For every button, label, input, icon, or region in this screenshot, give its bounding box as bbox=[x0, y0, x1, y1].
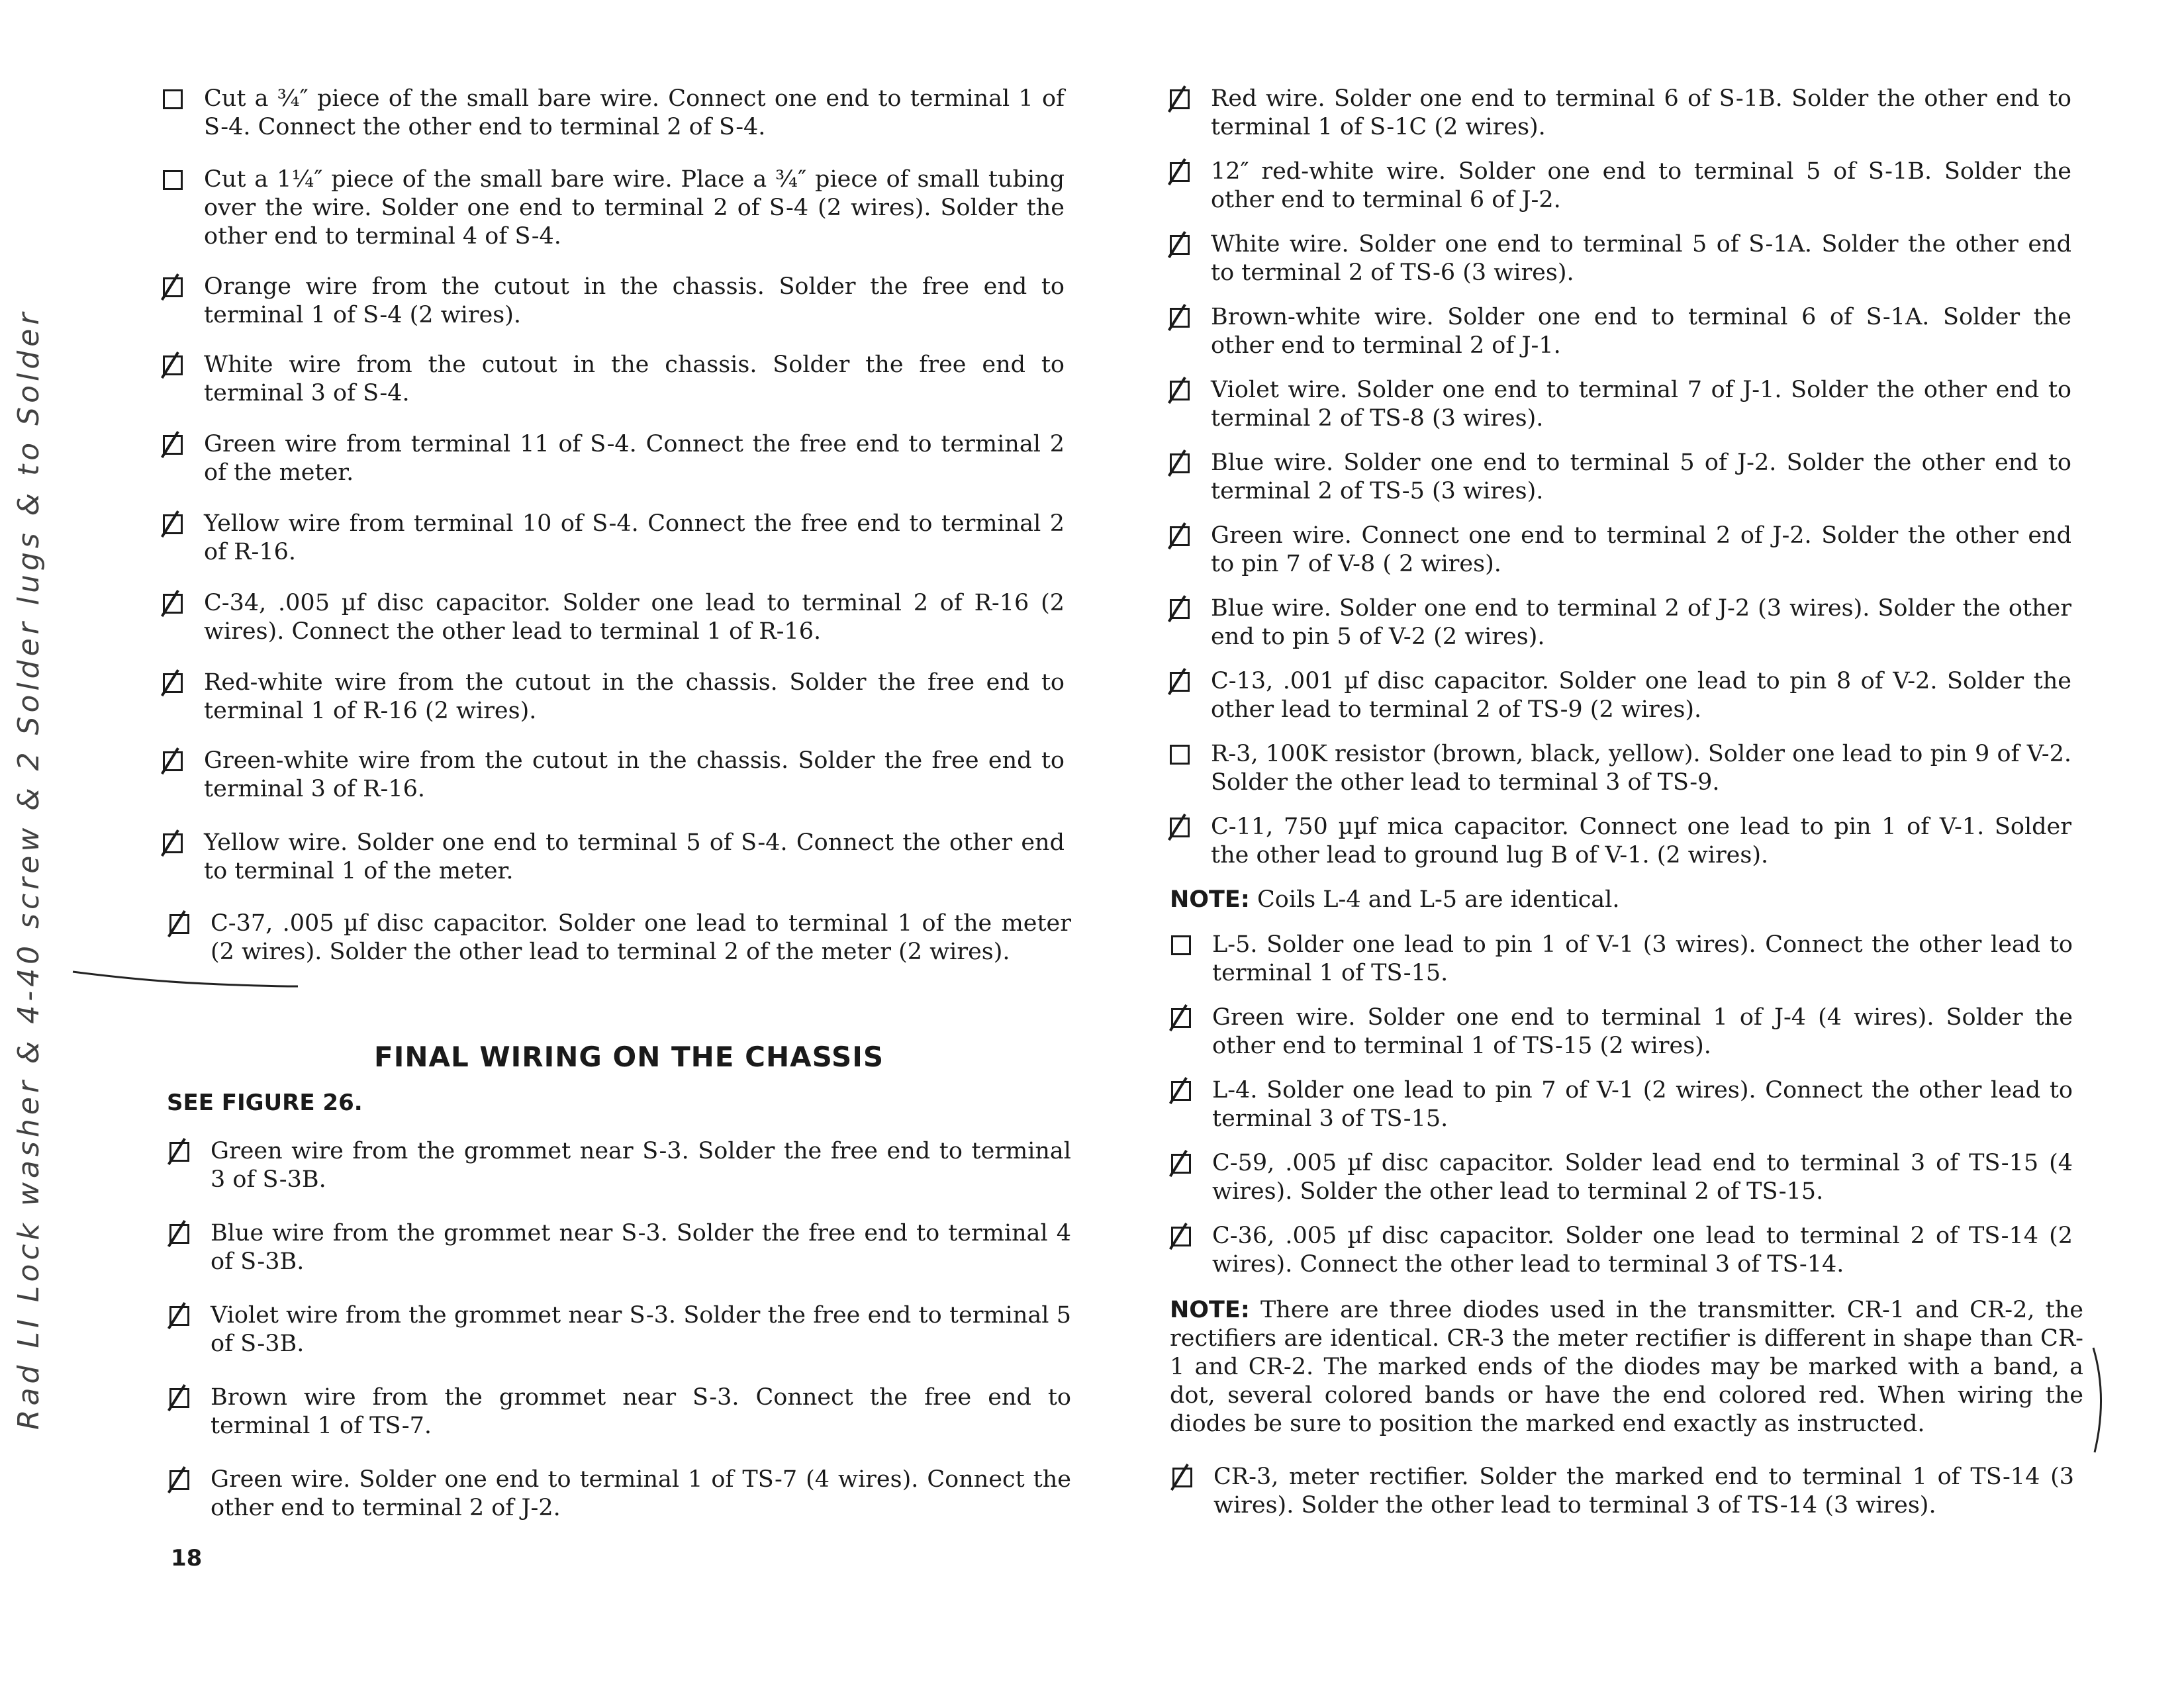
note-text: Coils L-4 and L-5 are identical. bbox=[1257, 886, 1620, 913]
step-text: Yellow wire from terminal 10 of S-4. Connect the free end to terminal 2 of R-16. bbox=[204, 510, 1065, 565]
list-item bbox=[211, 1137, 1071, 1194]
list-item bbox=[1212, 1004, 2073, 1060]
step-text: Violet wire from the grommet near S-3. Solder the free end to terminal 5 of S-3B. bbox=[211, 1302, 1071, 1357]
step-checkbox[interactable] bbox=[1171, 935, 1191, 955]
list-item bbox=[204, 589, 1065, 646]
note-label: NOTE: bbox=[1170, 1297, 1250, 1323]
list-item bbox=[1211, 594, 2071, 651]
list-item bbox=[1213, 1463, 2074, 1520]
step-checkbox[interactable] bbox=[1170, 526, 1190, 546]
step-checkbox[interactable] bbox=[1171, 1008, 1191, 1028]
step-text: Cut a 1¼″ piece of the small bare wire. Place a ¾″ piece of small tubing over the wire. Solder one end to terminal 2 of S-4 (2 wires). Solder the other end to terminal 4 of S-4. bbox=[204, 166, 1065, 250]
step-checkbox[interactable] bbox=[1170, 235, 1190, 255]
step-text: C-13, .001 µf disc capacitor. Solder one lead to pin 8 of V-2. Solder the other lead to terminal 2 of TS-9 (2 wires). bbox=[1211, 668, 2071, 723]
list-item bbox=[1211, 813, 2071, 870]
pencil-stroke bbox=[66, 965, 305, 992]
step-checkbox[interactable] bbox=[163, 277, 183, 297]
list-item bbox=[1212, 931, 2073, 988]
step-checkbox[interactable] bbox=[163, 435, 183, 455]
step-text: Green wire from terminal 11 of S-4. Connect the free end to terminal 2 of the meter. bbox=[204, 431, 1065, 486]
step-text: Cut a ¾″ piece of the small bare wire. Connect one end to terminal 1 of S-4. Connect the other end to terminal 2 of S-4. bbox=[204, 85, 1065, 140]
section-heading: FINAL WIRING ON THE CHASSIS bbox=[374, 1041, 884, 1073]
step-text: Brown-white wire. Solder one end to terminal 6 of S-1A. Solder the other end to terminal 2 of J-1. bbox=[1211, 304, 2071, 359]
step-checkbox[interactable] bbox=[1171, 1227, 1191, 1246]
step-text: 12″ red-white wire. Solder one end to terminal 5 of S-1B. Solder the other end to terminal 6 of J-2. bbox=[1211, 158, 2071, 213]
note-diodes bbox=[1170, 1296, 2083, 1438]
step-checkbox[interactable] bbox=[1171, 1154, 1191, 1174]
step-text: L-4. Solder one lead to pin 7 of V-1 (2 wires). Connect the other lead to terminal 3 of TS-15. bbox=[1212, 1077, 2073, 1132]
right-page bbox=[1092, 0, 2184, 1688]
list-item bbox=[211, 1219, 1071, 1276]
step-checkbox[interactable] bbox=[163, 833, 183, 853]
step-checkbox[interactable] bbox=[163, 355, 183, 375]
step-checkbox[interactable] bbox=[163, 89, 183, 109]
handwritten-margin-note: Rad LI Lock washer & 4-40 screw & 2 Solder lugs & to Solder bbox=[12, 308, 46, 1430]
step-text: C-11, 750 µµf mica capacitor. Connect one lead to pin 1 of V-1. Solder the other lead to ground lug B of V-1. (2 wires). bbox=[1211, 814, 2071, 868]
list-item bbox=[204, 510, 1065, 567]
step-text: Blue wire. Solder one end to terminal 2 of J-2 (3 wires). Solder the other end to pin 5 of V-2 (2 wires). bbox=[1211, 595, 2071, 650]
list-item bbox=[204, 669, 1065, 726]
step-checkbox[interactable] bbox=[1170, 381, 1190, 400]
step-checkbox[interactable] bbox=[169, 1224, 189, 1244]
step-checkbox[interactable] bbox=[169, 1470, 189, 1490]
list-item bbox=[204, 165, 1065, 251]
step-text: Violet wire. Solder one end to terminal 7 of J-1. Solder the other end to terminal 2 of TS-8 (3 wires). bbox=[1211, 377, 2071, 432]
step-text: White wire. Solder one end to terminal 5 of S-1A. Solder the other end to terminal 2 of TS-6 (3 wires). bbox=[1211, 231, 2071, 286]
step-text: CR-3, meter rectifier. Solder the marked end to terminal 1 of TS-14 (3 wires). Solder the other lead to terminal 3 of TS-14 (3 wires). bbox=[1213, 1464, 2074, 1519]
step-text: Brown wire from the grommet near S-3. Connect the free end to terminal 1 of TS-7. bbox=[211, 1384, 1071, 1439]
page-number: 18 bbox=[171, 1545, 203, 1571]
step-text: White wire from the cutout in the chassis. Solder the free end to terminal 3 of S-4. bbox=[204, 352, 1065, 406]
step-text: C-37, .005 µf disc capacitor. Solder one lead to terminal 1 of the meter (2 wires). Solder the other lead to terminal 2 of the meter (2 wires). bbox=[211, 910, 1071, 965]
step-checkbox[interactable] bbox=[169, 1306, 189, 1326]
step-text: L-5. Solder one lead to pin 1 of V-1 (3 wires). Connect the other lead to terminal 1 of TS-15. bbox=[1212, 931, 2073, 986]
step-text: C-34, .005 µf disc capacitor. Solder one lead to terminal 2 of R-16 (2 wires). Connect the other lead to terminal 1 of R-16. bbox=[204, 590, 1065, 645]
step-checkbox[interactable] bbox=[1170, 453, 1190, 473]
step-checkbox[interactable] bbox=[163, 673, 183, 693]
list-item bbox=[211, 1301, 1071, 1358]
list-item bbox=[204, 747, 1065, 804]
step-text: Blue wire from the grommet near S-3. Solder the free end to terminal 4 of S-3B. bbox=[211, 1220, 1071, 1275]
step-checkbox[interactable] bbox=[1170, 672, 1190, 692]
step-checkbox[interactable] bbox=[1172, 1468, 1192, 1487]
step-checkbox[interactable] bbox=[163, 594, 183, 614]
see-figure-reference: SEE FIGURE 26. bbox=[167, 1090, 363, 1116]
step-checkbox[interactable] bbox=[163, 170, 183, 190]
step-checkbox[interactable] bbox=[1170, 89, 1190, 109]
step-text: Green-white wire from the cutout in the chassis. Solder the free end to terminal 3 of R-16. bbox=[204, 747, 1065, 802]
list-item bbox=[204, 273, 1065, 330]
list-item bbox=[1211, 667, 2071, 724]
list-item bbox=[1211, 303, 2071, 360]
step-text: Green wire. Solder one end to terminal 1 of J-4 (4 wires). Solder the other end to terminal 1 of TS-15 (2 wires). bbox=[1212, 1004, 2073, 1059]
step-text: Red wire. Solder one end to terminal 6 of S-1B. Solder the other end to terminal 1 of S-1C (2 wires). bbox=[1211, 85, 2071, 140]
step-text: Blue wire. Solder one end to terminal 5 of J-2. Solder the other end to terminal 2 of TS-5 (3 wires). bbox=[1211, 449, 2071, 504]
list-item bbox=[204, 351, 1065, 408]
list-item bbox=[1211, 230, 2071, 287]
list-item bbox=[204, 85, 1065, 142]
step-checkbox[interactable] bbox=[163, 751, 183, 771]
list-item bbox=[1212, 1149, 2073, 1206]
list-item bbox=[1211, 740, 2071, 797]
step-checkbox[interactable] bbox=[163, 514, 183, 534]
list-item bbox=[211, 1466, 1071, 1523]
step-text: Yellow wire. Solder one end to terminal 5 of S-4. Connect the other end to terminal 1 of the meter. bbox=[204, 829, 1065, 884]
step-text: Green wire. Connect one end to terminal 2 of J-2. Solder the other end to pin 7 of V-8 ( 2 wires). bbox=[1211, 522, 2071, 577]
list-item bbox=[1211, 158, 2071, 214]
list-item bbox=[1212, 1222, 2073, 1279]
step-text: Green wire from the grommet near S-3. Solder the free end to terminal 3 of S-3B. bbox=[211, 1138, 1071, 1193]
step-checkbox[interactable] bbox=[1171, 1081, 1191, 1101]
step-text: C-36, .005 µf disc capacitor. Solder one lead to terminal 2 of TS-14 (2 wires). Connect the other lead to terminal 3 of TS-14. bbox=[1212, 1223, 2073, 1278]
step-text: R-3, 100K resistor (brown, black, yellow). Solder one lead to pin 9 of V-2. Solder the other lead to terminal 3 of TS-9. bbox=[1211, 741, 2071, 796]
step-text: Red-white wire from the cutout in the chassis. Solder the free end to terminal 1 of R-16 (2 wires). bbox=[204, 669, 1065, 724]
list-item bbox=[211, 910, 1071, 966]
step-checkbox[interactable] bbox=[169, 914, 189, 934]
list-item bbox=[204, 829, 1065, 886]
note-label: NOTE: bbox=[1170, 886, 1250, 913]
step-checkbox[interactable] bbox=[1170, 308, 1190, 328]
pencil-bracket bbox=[2088, 1344, 2114, 1456]
step-checkbox[interactable] bbox=[169, 1388, 189, 1408]
step-text: C-59, .005 µf disc capacitor. Solder lead end to terminal 3 of TS-15 (4 wires). Solder the other lead to terminal 2 of TS-15. bbox=[1212, 1150, 2073, 1205]
step-checkbox[interactable] bbox=[1170, 818, 1190, 837]
step-text: Green wire. Solder one end to terminal 1 of TS-7 (4 wires). Connect the other end to terminal 2 of J-2. bbox=[211, 1466, 1071, 1521]
list-item bbox=[1212, 1076, 2073, 1133]
list-item bbox=[1211, 85, 2071, 142]
step-text: Orange wire from the cutout in the chassis. Solder the free end to terminal 1 of S-4 (2 wires). bbox=[204, 273, 1065, 328]
note-coils bbox=[1170, 886, 2083, 914]
step-checkbox[interactable] bbox=[169, 1142, 189, 1162]
step-checkbox[interactable] bbox=[1170, 599, 1190, 619]
note-text: There are three diodes used in the transmitter. CR-1 and CR-2, the rectifiers are identical. CR-3 the meter rectifier is different in shape than CR-1 and CR-2. The marked ends of the diodes may be marked with a band, a dot, several colored bands or have the end colored red. When wiring the diodes be sure to position the marked end exactly as instructed. bbox=[1170, 1297, 2083, 1437]
step-checkbox[interactable] bbox=[1170, 745, 1190, 765]
list-item bbox=[1211, 522, 2071, 579]
list-item bbox=[204, 430, 1065, 487]
list-item bbox=[1211, 376, 2071, 433]
list-item bbox=[1211, 449, 2071, 506]
step-checkbox[interactable] bbox=[1170, 162, 1190, 182]
list-item bbox=[211, 1383, 1071, 1440]
